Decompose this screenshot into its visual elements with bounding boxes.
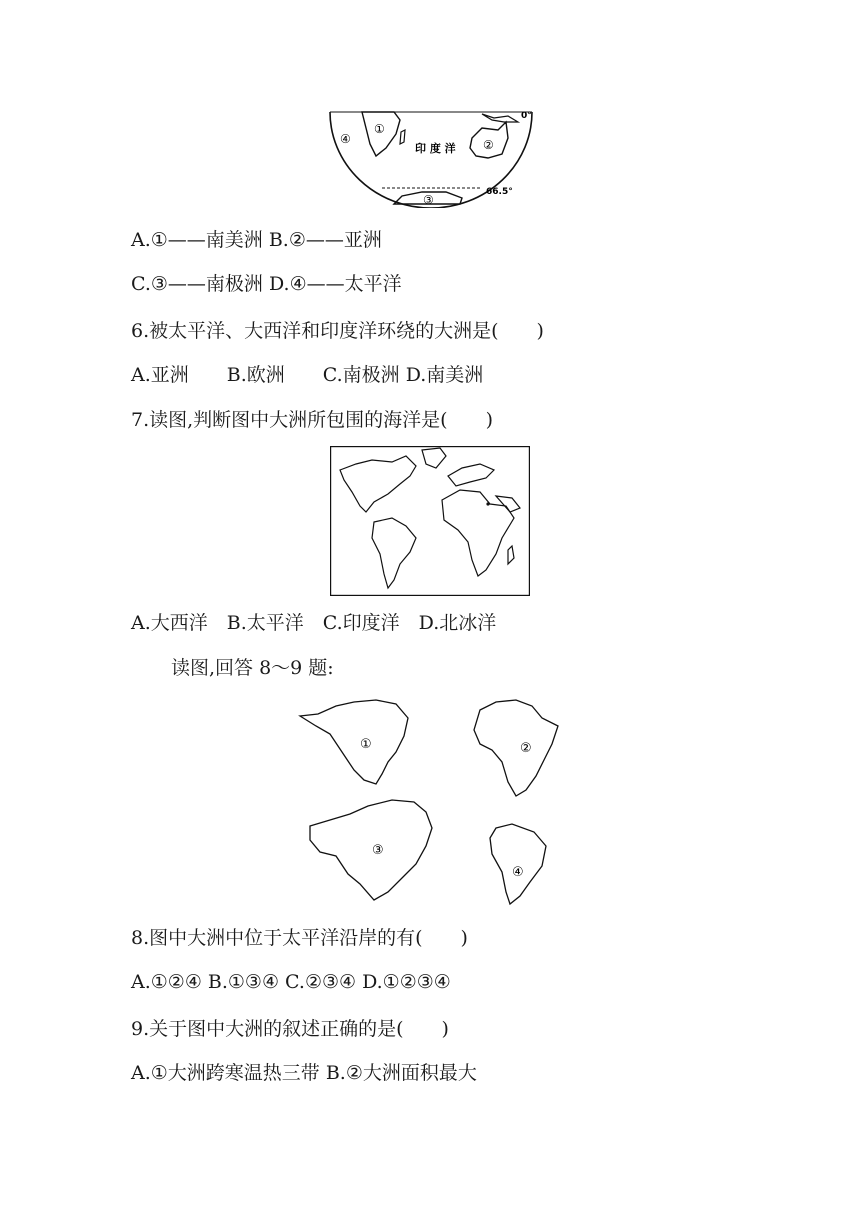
south-america-shape xyxy=(372,518,416,588)
map-marker-2: ② xyxy=(483,138,494,152)
q5-options-1: A.①——南美洲 B.②——亚洲 xyxy=(131,229,382,251)
q89-intro: 读图,回答 8～9 题: xyxy=(171,657,334,679)
asia-islands-shape xyxy=(482,114,518,122)
q5-options-2: C.③——南极洲 D.④——太平洋 xyxy=(131,273,402,295)
map-dot xyxy=(486,502,489,505)
q6-options: A.亚洲 B.欧洲 C.南极洲 D.南美洲 xyxy=(131,364,484,386)
continent-marker-4: ④ xyxy=(512,865,524,880)
south-america-shape-q89 xyxy=(490,824,546,904)
africa-shape-q7 xyxy=(442,490,514,576)
north-america-shape-q89 xyxy=(300,700,408,784)
continent-marker-3: ③ xyxy=(372,843,384,858)
q9-options: A.①大洲跨寒温热三带 B.②大洲面积最大 xyxy=(131,1062,477,1084)
asia-europe-shape-q89 xyxy=(310,800,432,900)
world-map-q7 xyxy=(330,446,530,596)
map-marker-4: ④ xyxy=(340,132,351,146)
q6-stem: 6.被太平洋、大西洋和印度洋环绕的大洲是( ) xyxy=(131,320,544,342)
continent-marker-1: ① xyxy=(360,737,372,752)
north-america-shape xyxy=(340,456,416,512)
q8-stem: 8.图中大洲中位于太平洋沿岸的有( ) xyxy=(131,927,468,949)
latitude-665-label: 66.5° xyxy=(486,187,513,197)
q7-options: A.大西洋 B.太平洋 C.印度洋 D.北冰洋 xyxy=(131,612,497,634)
europe-shape xyxy=(448,464,494,486)
q8-options: A.①②④ B.①③④ C.②③④ D.①②③④ xyxy=(131,971,451,993)
greenland-shape xyxy=(422,448,446,468)
q7-stem: 7.读图,判断图中大洲所包围的海洋是( ) xyxy=(131,409,493,431)
ocean-label: 印 度 洋 xyxy=(415,142,456,155)
madagascar-shape-q7 xyxy=(508,546,514,564)
continent-marker-2: ② xyxy=(520,741,532,756)
africa-shape-q89 xyxy=(474,700,558,796)
latitude-0-label: 0° xyxy=(521,111,532,121)
q9-stem: 9.关于图中大洲的叙述正确的是( ) xyxy=(131,1018,449,1040)
indian-ocean-map xyxy=(322,108,540,208)
map-marker-1: ① xyxy=(374,122,385,136)
arabia-shape xyxy=(496,496,520,512)
map-frame xyxy=(331,447,530,596)
madagascar-shape xyxy=(400,130,405,144)
map-marker-3: ③ xyxy=(423,193,434,207)
continents-map xyxy=(296,696,564,916)
